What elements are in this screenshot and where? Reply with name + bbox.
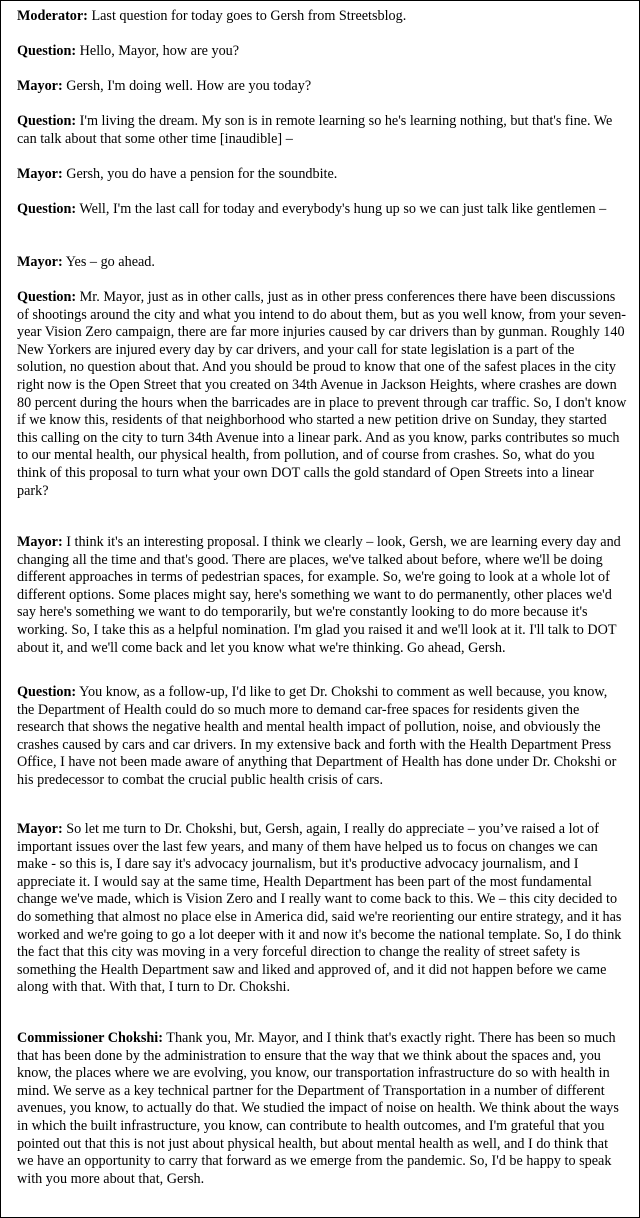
transcript-entry — [17, 254, 627, 272]
speaker-name: Commissioner Chokshi: — [17, 1030, 163, 1046]
transcript-entry — [17, 201, 627, 219]
entry-text: Well, I'm the last call for today and everybody's hung up so we can just talk like gentlemen – — [79, 201, 607, 217]
transcript-entry — [17, 113, 627, 148]
transcript-entry — [17, 821, 627, 997]
transcript-entry — [17, 8, 627, 26]
transcript-entry — [17, 78, 627, 96]
transcript-entry — [17, 534, 627, 657]
entry-text: Last question for today goes to Gersh from Streetsblog. — [91, 8, 407, 24]
entry-text: Hello, Mayor, how are you? — [79, 43, 240, 59]
speaker-name: Moderator: — [17, 8, 88, 24]
entry-text: Gersh, you do have a pension for the soundbite. — [66, 166, 338, 182]
speaker-name: Question: — [17, 201, 77, 217]
speaker-name: Mayor: — [17, 166, 63, 182]
transcript-entry — [17, 1030, 627, 1188]
transcript-entry — [17, 43, 627, 61]
transcript-entry — [17, 289, 627, 500]
speaker-name: Mayor: — [17, 821, 63, 837]
transcript-entry — [17, 684, 627, 790]
speaker-name: Mayor: — [17, 534, 63, 550]
speaker-name: Question: — [17, 684, 77, 700]
speaker-name: Question: — [17, 289, 77, 305]
speaker-name: Mayor: — [17, 78, 63, 94]
transcript-entry — [17, 166, 627, 184]
entry-text: So let me turn to Dr. Chokshi, but, Gersh, again, I really do appreciate – you’ve raised a lot of important issues over the last few years, and many of them have helped us to focus on changes we can make - so this is, I dare say it's advocacy journalism, but it's productive advocacy journalism, and I appreciate it. I would say at the same time, Health Department has been part of the most fundamental change we've made, which is Vision Zero and I really want to come back to this. We – this city decided to do something that almost no place else in America did, said we're reorienting our entire strategy, and it has worked and we're going to go a lot deeper with it and now it's become the national template. So, I do think the fact that this city was moving in a very forceful direction to change the reality of street safety is something the Health Department saw and liked and approved of, and it did not happen before we came along with that. With that, I turn to Dr. Chokshi. — [17, 821, 622, 996]
entry-text: Thank you, Mr. Mayor, and I think that's exactly right. There has been so much that has been done by the administration to ensure that the way that we think about the spaces and, you know, the places where we are evolving, you know, our transportation infrastructure do so with health in mind. We serve as a key technical partner for the Department of Transportation in a number of different avenues, you know, to actually do that. We studied the impact of noise on health. We think about the ways in which the built infrastructure, you know, can contribute to health outcomes, and I'm grateful that you pointed out that this is not just about physical health, but about mental health as well, and I do think that we have an opportunity to carry that forward as we emerge from the pandemic. So, I'd be happy to speak with you more about that, Gersh. — [17, 1030, 619, 1187]
speaker-name: Mayor: — [17, 254, 63, 270]
entry-text: Mr. Mayor, just as in other calls, just as in other press conferences there have been discussions of shootings around the city and what you intend to do about them, but as you well know, from your seven-year Vision Zero campaign, there are far more injuries caused by car drivers than by gunman. Roughly 140 New Yorkers are injured every day by car drivers, and your call for state legislation is a part of the solution, no question about that. And you should be proud to know that one of the safest places in the city right now is the Open Street that you created on 34th Avenue in Jackson Heights, where crashes are down 80 percent during the hours when the barricades are in place to prevent through car traffic. So, I don't know if we know this, residents of that neighborhood who started a new petition drive on Sunday, they started this calling on the city to turn 34th Avenue into a linear park. And as you know, parks contributes so much to our mental health, our physical health, from pollution, and of course from crashes. So, what do you think of this proposal to turn what your own DOT calls the gold standard of Open Streets into a linear park? — [17, 289, 627, 499]
entry-text: You know, as a follow-up, I'd like to get Dr. Chokshi to comment as well because, you know, the Department of Health could do so much more to demand car-free spaces for residents given the research that shows the negative health and mental health impact of pollution, noise, and obviously the crashes caused by cars and car drivers. In my extensive back and forth with the Health Department Press Office, I have not been made aware of anything that Department of Health has done under Dr. Chokshi or his predecessor to combat the crucial public health crisis of cars. — [17, 684, 617, 788]
entry-text: I'm living the dream. My son is in remote learning so he's learning nothing, but that's fine. We can talk about that some other time [inaudible] – — [17, 113, 613, 147]
entry-text: I think it's an interesting proposal. I think we clearly – look, Gersh, we are learning every day and changing all the time and that's good. There are places, we've talked about before, where we'll be doing different approaches in terms of pedestrian spaces, for example. So, we're going to look at a whole lot of different options. Some places might say, here's something we want to do permanently, other places we'd say here's something we want to do temporarily, but we're constantly looking to do more because it's working. So, I take this as a helpful nomination. I'm glad you raised it and we'll look at it. I'll talk to DOT about it, and we'll come back and let you know what we're thinking. Go ahead, Gersh. — [17, 534, 621, 656]
speaker-name: Question: — [17, 43, 77, 59]
entry-text: Yes – go ahead. — [65, 254, 155, 270]
speaker-name: Question: — [17, 113, 77, 129]
entry-text: Gersh, I'm doing well. How are you today? — [66, 78, 312, 94]
